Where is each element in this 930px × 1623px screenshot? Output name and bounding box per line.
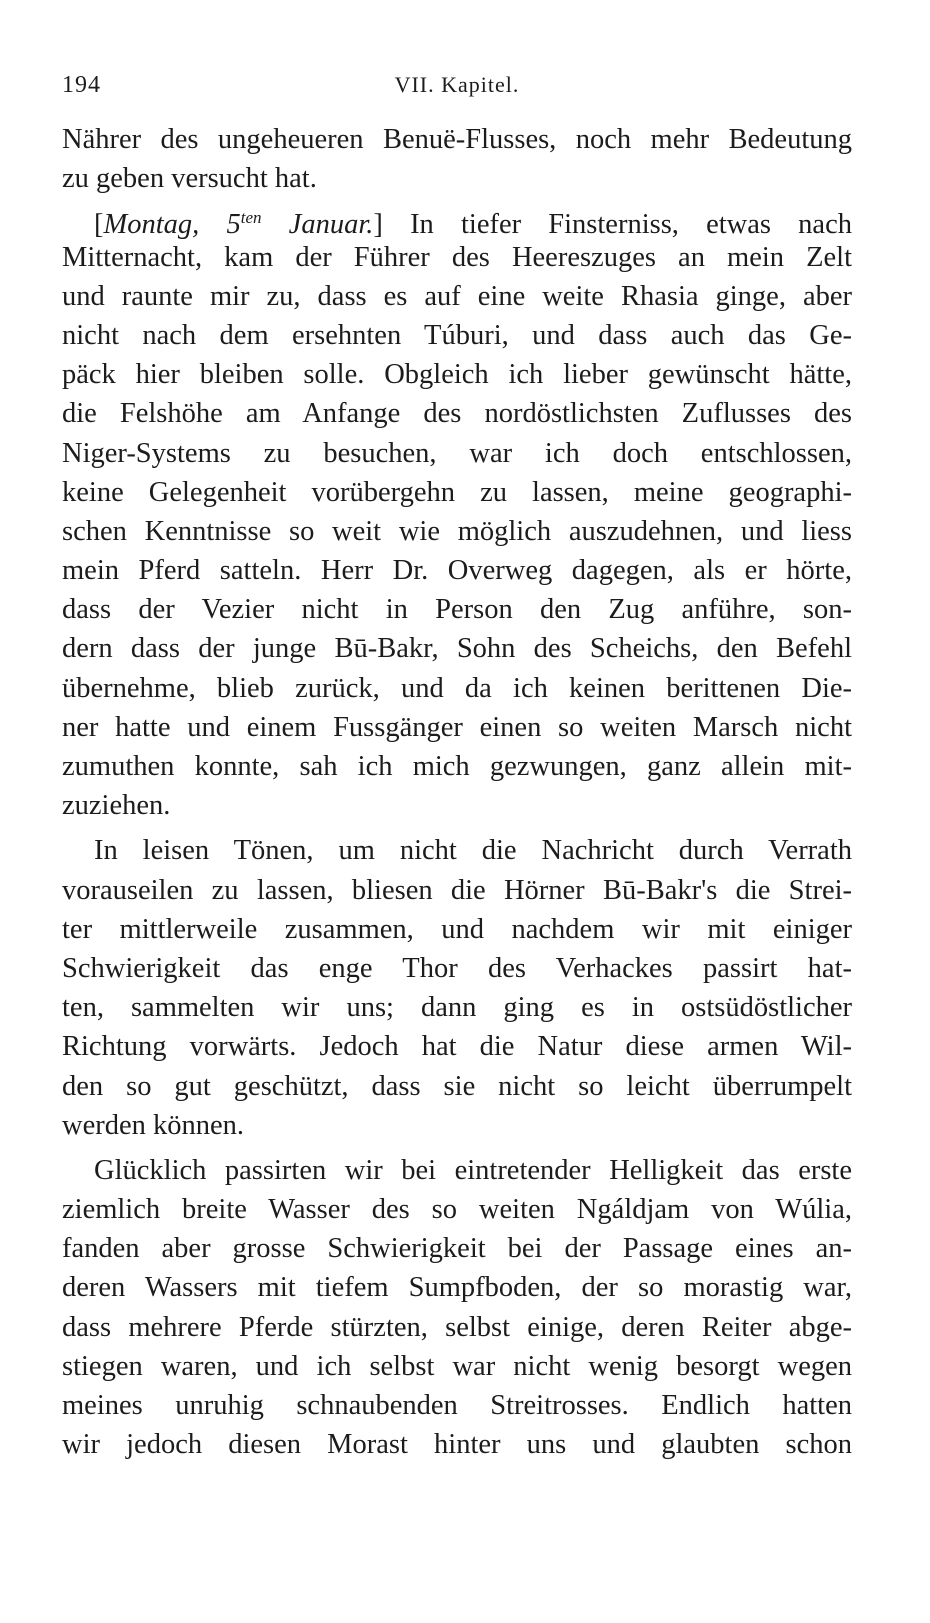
paragraph-1 — [62, 120, 852, 198]
text-line: Glücklich passirten wir bei eintretender Helligkeit das erste — [94, 1154, 852, 1186]
text-line: ter mittlerweile zusammen, und nachdem wir mit einiger — [62, 913, 852, 945]
first-line-rest: In tiefer Finsterniss, etwas nach — [382, 209, 852, 241]
text-line: keine Gelegenheit vorübergehn zu lassen, meine geographi- — [62, 476, 852, 508]
text-line: nicht nach dem ersehnten Túburi, und dass auch das Ge- — [62, 319, 852, 351]
text-line: werden können. — [62, 1109, 245, 1141]
text-line: meines unruhig schnaubenden Streitrosses. Endlich hatten — [62, 1390, 852, 1421]
text-line: dass der Vezier nicht in Person den Zug anführe, son- — [62, 594, 852, 626]
text-line: zuziehen. — [62, 790, 171, 822]
text-line: ten, sammelten wir uns; dann ging es in ostsüdöstlicher — [62, 992, 852, 1024]
date-superscript: ten — [240, 208, 262, 228]
date-weekday: Montag, 5 — [103, 209, 241, 241]
date-month: Januar. — [261, 209, 374, 241]
text-line: zumuthen konnte, sah ich mich gezwungen, ganz allein mit- — [62, 751, 852, 782]
text-line: stiegen waren, und ich selbst war nicht wenig besorgt wegen — [62, 1350, 852, 1382]
text-line: fanden aber grosse Schwierigkeit bei der Passage eines an- — [62, 1233, 852, 1265]
text-line: päck hier bleiben solle. Obgleich ich lieber gewünscht hätte, — [62, 359, 852, 391]
text-line: Schwierigkeit das enge Thor des Verhackes passirt hat- — [62, 952, 852, 984]
text-line: Mitternacht, kam der Führer des Heereszuges an mein Zelt — [62, 241, 852, 273]
text-line: die Felshöhe am Anfange des nordöstlichsten Zuflusses des — [62, 398, 852, 430]
text-line: ner hatte und einem Fussgänger einen so weiten Marsch nicht — [62, 711, 852, 743]
text-line: schen Kenntnisse so weit wie möglich auszudehnen, und liess — [62, 515, 852, 547]
text-line: vorauseilen zu lassen, bliesen die Hörner Bū-Bakr's die Strei- — [62, 874, 852, 906]
date-bracket-close: ] — [373, 209, 383, 241]
page-number: 194 — [62, 72, 101, 98]
text-line: dern dass der junge Bū-Bakr, Sohn des Scheichs, den Befehl — [62, 633, 852, 665]
text-line: und raunte mir zu, dass es auf eine weite Rhasia ginge, aber — [62, 280, 852, 312]
paragraph-2 — [62, 198, 852, 825]
text-line: ziemlich breite Wasser des so weiten Ngáldjam von Wúlia, — [62, 1194, 852, 1226]
text-line: mein Pferd satteln. Herr Dr. Overweg dagegen, als er hörte, — [62, 555, 852, 587]
text-line: zu geben versucht hat. — [62, 163, 317, 195]
text-line: dass mehrere Pferde stürzten, selbst einige, deren Reiter abge- — [62, 1311, 852, 1343]
body-text — [62, 120, 852, 1464]
date-bracket-open: [ — [94, 209, 104, 241]
text-line: deren Wassers mit tiefem Sumpfboden, der so morastig war, — [62, 1272, 852, 1304]
page-header — [62, 72, 852, 102]
text-line: den so gut geschützt, dass sie nicht so leicht überrumpelt — [62, 1070, 852, 1102]
text-line: In leisen Tönen, um nicht die Nachricht durch Verrath — [94, 835, 852, 867]
paragraph-4 — [62, 1151, 852, 1465]
text-line: Richtung vorwärts. Jedoch hat die Natur diese armen Wil- — [62, 1031, 852, 1063]
text-line — [62, 198, 852, 241]
text-line: Nährer des ungeheueren Benuë-Flusses, noch mehr Bedeutung — [62, 124, 852, 155]
paragraph-3 — [62, 831, 852, 1145]
text-line: wir jedoch diesen Morast hinter uns und glaubten schon — [62, 1429, 852, 1461]
text-line: übernehme, blieb zurück, und da ich keinen berittenen Die- — [62, 672, 852, 704]
text-line: Niger-Systems zu besuchen, war ich doch entschlossen, — [62, 437, 852, 469]
running-title: VII. Kapitel. — [394, 72, 520, 97]
